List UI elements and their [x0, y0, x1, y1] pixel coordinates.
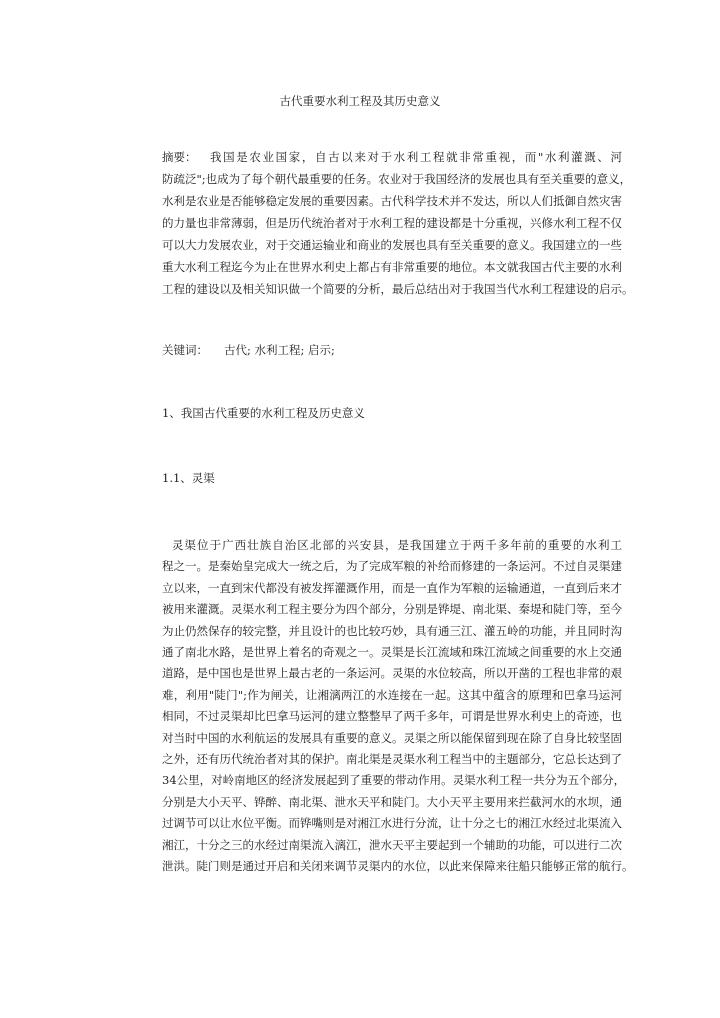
abstract-line: 的力量也非常薄弱，但是历代统治者对于水利工程的建设都是十分重视，兴修水利工程不仅 — [162, 216, 622, 230]
body-line: 湘江，十分之三的水经过南渠流入漓江，泄水天平主要起到一个辅助的功能，可以进行二次 — [162, 837, 622, 852]
keywords-value: 古代; 水利工程; 启示; — [224, 343, 335, 357]
body-line: 过调节可以让水位平衡。而铧嘴则是对湘江水进行分流，让十分之七的湘江水经过北渠流入 — [162, 816, 622, 831]
abstract-line: 水利是农业是否能够稳定发展的重要因素。古代科学技术并不发达，所以人们抵御自然灾害 — [162, 194, 622, 208]
abstract-line: 防疏泛";也成为了每个朝代最重要的任务。农业对于我国经济的发展也具有至关重要的意义， — [162, 172, 632, 186]
body-line: 分别是大小天平、铧醉、南北渠、泄水天平和陡门。大小天平主要用来拦截河水的水坝，通 — [162, 794, 622, 809]
body-line: 相同，不过灵渠却比巴拿马运河的建立整整早了两千多年，可谓是世界水利史上的奇迹，也 — [162, 709, 622, 724]
body-line: 立以来，一直到宋代都没有被发挥灌溉作用，而是一直作为军粮的运输通道，一直到后来才 — [162, 580, 622, 595]
abstract-label: 摘要： — [162, 150, 197, 164]
body-line: 泄洪。陡门则是通过开启和关闭来调节灵渠内的水位，以此来保障来往船只能够正常的航行。 — [162, 859, 634, 873]
abstract-line: 重大水利工程迄今为止在世界水利史上都占有非常重要的地位。本文就我国古代主要的水利 — [162, 260, 622, 274]
body-line: 通了南北水路，是世界上着名的奇观之一。灵渠是长江流域和珠江流域之间重要的水上交通 — [162, 645, 622, 659]
body-line: 为止仍然保存的较完整，并且设计的也比较巧妙，具有通三江、灌五岭的功能，并且同时沟 — [162, 623, 622, 638]
abstract-line: 工程的建设以及相关知识做一个简要的分析，最后总结出对于我国当代水利工程建设的启示。 — [162, 282, 634, 296]
section-heading: 1、我国古代重要的水利工程及历史意义 — [162, 406, 365, 420]
body-line: 灵渠位于广西壮族自治区北部的兴安县，是我国建立于两千多年前的重要的水利工 — [172, 538, 622, 552]
body-line: 之外，还有历代统治者对其的保护。南北渠是灵渠水利工程当中的主题部分，它总长达到了 — [162, 752, 622, 766]
keywords-label: 关键词： — [162, 343, 208, 357]
body-line: 被用来灌溉。灵渠水利工程主要分为四个部分，分别是铧堤、南北渠、秦堤和陡门等，至今 — [162, 602, 622, 617]
body-line: 对当时中国的水利航运的发展具有重要的意义。灵渠之所以能保留到现在除了自身比较坚固 — [162, 730, 622, 745]
document-title: 古代重要水利工程及其历史意义 — [279, 94, 441, 108]
body-line: 难，利用"陡门";作为闸关，让湘漓两江的水连接在一起。这其中蕴含的原理和巴拿马运河 — [162, 687, 622, 702]
subsection-heading: 1.1、灵渠 — [162, 471, 215, 485]
abstract-line: 我国是农业国家，自古以来对于水利工程就非常重视，而"水利灌溉、河 — [210, 150, 622, 164]
abstract-line: 可以大力发展农业，对于交通运输业和商业的发展也具有至关重要的意义。我国建立的一些 — [162, 238, 622, 252]
body-line: 道路，是中国也是世界上最古老的一条运河。灵渠的水位较高，所以开凿的工程也非常的艰 — [162, 666, 622, 681]
body-line: 程之一。是秦始皇完成大一统之后，为了完成军粮的补给而修建的一条运河。不过自灵渠建 — [162, 559, 622, 574]
body-line: 34公里，对岭南地区的经济发展起到了重要的带动作用。灵渠水利工程一共分为五个部分， — [162, 773, 626, 788]
